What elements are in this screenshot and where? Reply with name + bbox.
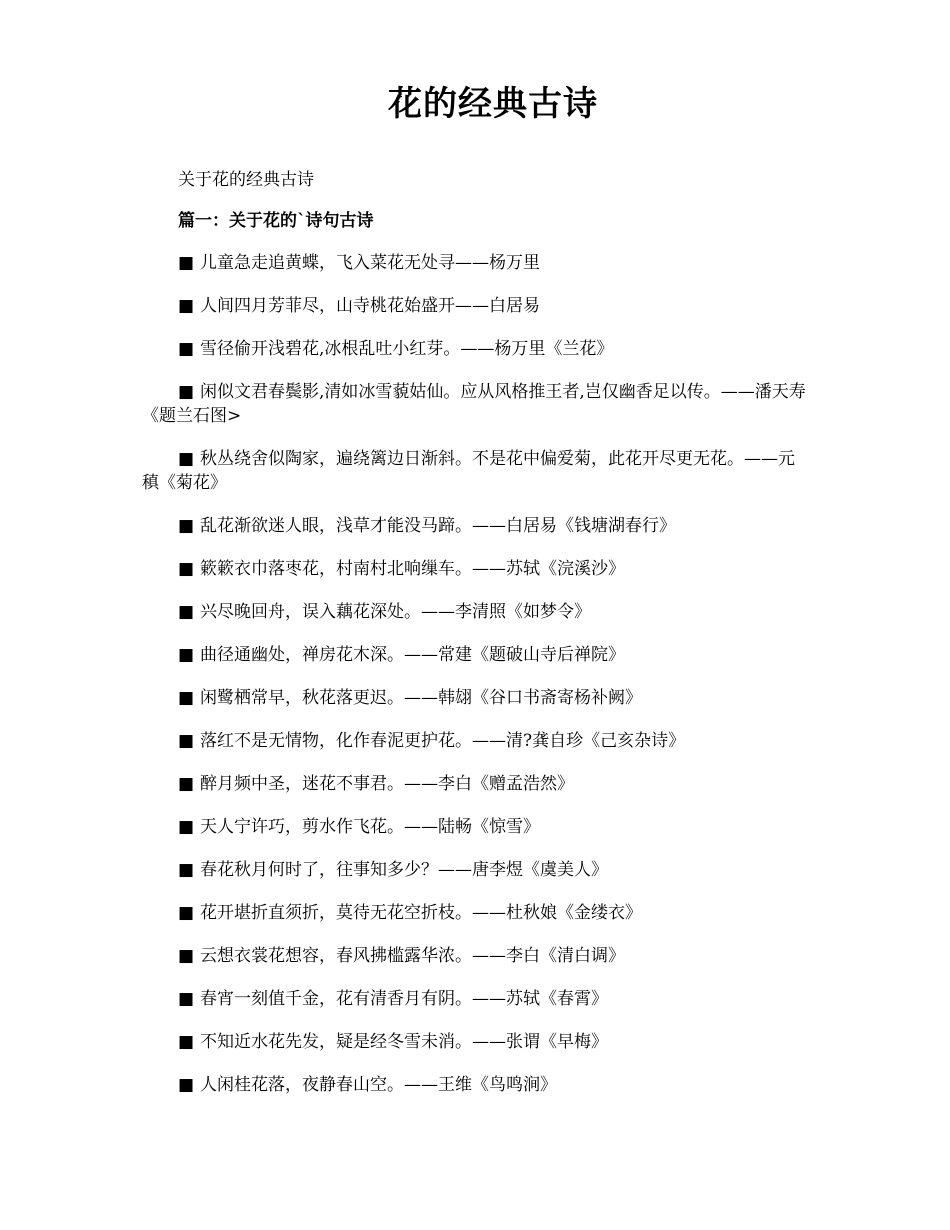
square-bullet-icon: ■ [178,449,195,469]
poem-line [142,600,807,624]
square-bullet-icon: ■ [178,1032,195,1052]
square-bullet-icon: ■ [178,253,195,273]
poem-text: 人间四月芳菲尽，山寺桃花始盛开——白居易 [200,296,540,316]
document-title: 花的经典古诗 [388,84,598,124]
section-heading: 篇一：关于花的`诗句古诗 [178,211,374,231]
poem-text: 乱花渐欲迷人眼，浅草才能没马蹄。——白居易《钱塘湖春行》 [200,516,676,536]
square-bullet-icon: ■ [178,817,195,837]
poem-line [142,294,807,318]
square-bullet-icon: ■ [178,339,195,359]
poem-line [142,447,807,495]
square-bullet-icon: ■ [178,688,195,708]
poem-text: 秋丛绕舍似陶家，遍绕篱边日渐斜。不是花中偏爱菊，此花开尽更无花。——元稹《菊花》 [142,449,795,493]
document-body [142,168,807,1116]
square-bullet-icon: ■ [178,516,195,536]
square-bullet-icon: ■ [178,645,195,665]
poem-text: 云想衣裳花想容，春风拂槛露华浓。——李白《清白调》 [200,946,625,966]
poem-text: 花开堪折直须折，莫待无花空折枝。——杜秋娘《金缕衣》 [200,903,642,923]
poem-line [142,1073,807,1097]
poem-text: 春花秋月何时了，往事知多少？——唐李煜《虞美人》 [200,860,608,880]
poem-line [142,944,807,968]
poem-line [142,815,807,839]
poem-line [142,901,807,925]
poem-line [142,1030,807,1054]
poem-line [142,337,807,361]
square-bullet-icon: ■ [178,1075,195,1095]
poem-line [142,557,807,581]
poem-line [142,772,807,796]
poem-text: 曲径通幽处，禅房花木深。——常建《题破山寺后禅院》 [200,645,625,665]
square-bullet-icon: ■ [178,860,195,880]
square-bullet-icon: ■ [178,559,195,579]
intro-line: 关于花的经典古诗 [178,170,314,190]
poem-text: 闲似文君春鬓影,清如冰雪藐姑仙。应从风格推王者,岂仅幽香足以传。——潘天寿《题兰石图> [142,382,806,426]
square-bullet-icon: ■ [178,989,195,1009]
poem-line [142,858,807,882]
poem-line [142,686,807,710]
poem-line [142,987,807,1011]
poem-text: 春宵一刻值千金，花有清香月有阴。——苏轼《春霄》 [200,989,608,1009]
poem-line [142,380,807,428]
square-bullet-icon: ■ [178,946,195,966]
poem-text: 醉月频中圣，迷花不事君。——李白《赠孟浩然》 [200,774,574,794]
poem-text: 不知近水花先发，疑是经冬雪未消。——张谓《早梅》 [200,1032,608,1052]
poem-line [142,643,807,667]
square-bullet-icon: ■ [178,774,195,794]
poem-text: 落红不是无情物，化作春泥更护花。——清?龚自珍《己亥杂诗》 [200,731,686,751]
square-bullet-icon: ■ [178,903,195,923]
poem-text: 儿童急走追黄蝶，飞入菜花无处寻——杨万里 [200,253,540,273]
square-bullet-icon: ■ [178,296,195,316]
square-bullet-icon: ■ [178,731,195,751]
poem-text: 簌簌衣巾落枣花，村南村北响缫车。——苏轼《浣溪沙》 [200,559,625,579]
poem-text: 人闲桂花落，夜静春山空。——王维《鸟鸣涧》 [200,1075,557,1095]
poem-text: 兴尽晚回舟，误入藕花深处。——李清照《如梦令》 [200,602,591,622]
poem-text: 闲鹭栖常早，秋花落更迟。——韩翃《谷口书斋寄杨补阙》 [200,688,642,708]
poem-line [142,729,807,753]
poem-text: 雪径偷开浅碧花,冰根乱吐小红芽。——杨万里《兰花》 [200,339,614,359]
square-bullet-icon: ■ [178,602,195,622]
poem-line [142,514,807,538]
square-bullet-icon: ■ [178,382,195,402]
poem-line [142,251,807,275]
poem-text: 天人宁许巧，剪水作飞花。——陆畅《惊雪》 [200,817,540,837]
